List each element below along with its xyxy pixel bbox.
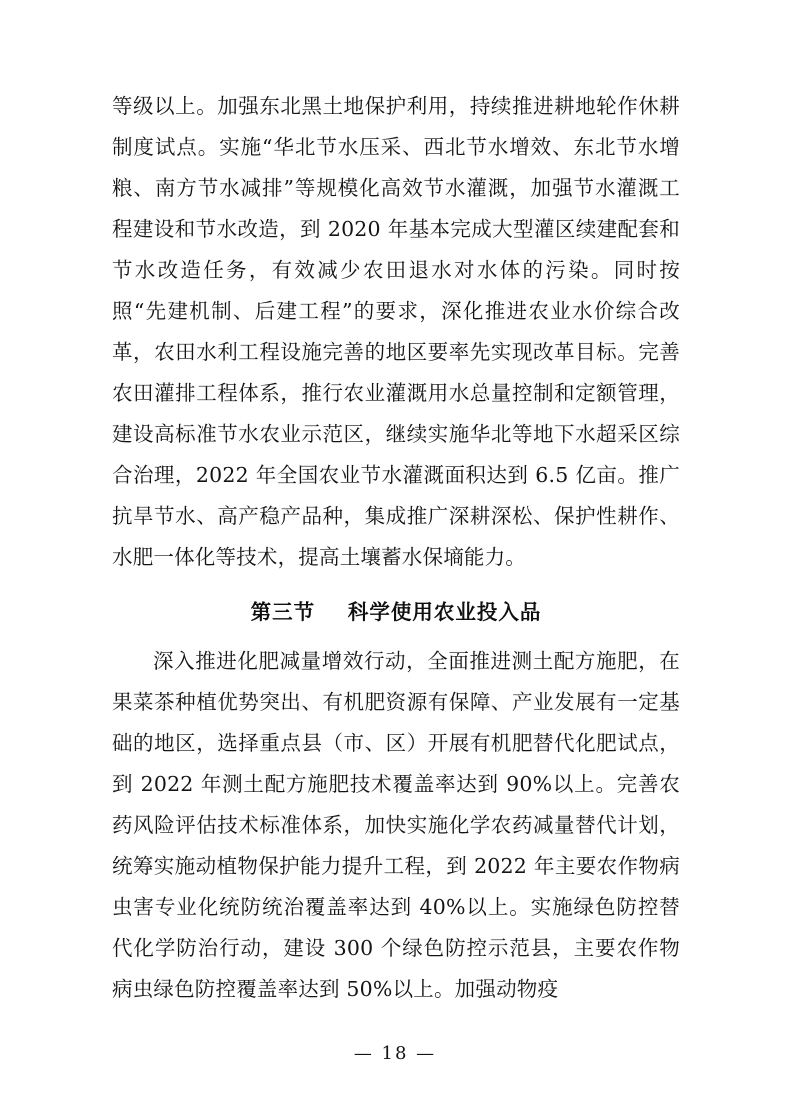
section-heading-number: 第三节 [250,600,316,624]
page-number-footer: — 18 — [353,1043,437,1064]
section-heading [112,592,680,633]
page-content [112,86,680,1010]
section-heading-title: 科学使用农业投入品 [347,600,542,624]
body-paragraph-2: 深入推进化肥减量增效行动，全面推进测土配方施肥，在果菜茶种植优势突出、有机肥资源有保障、产业发展有一定基础的地区，选择重点县（市、区）开展有机肥替代化肥试点，到 2022 年测土配方施肥技术覆盖率达到 90%以上。完善农药风险评估技术标准体系，加快实施化学农药减量替代计划，统筹实施动植物保护能力提升工程，到 2022 年主要农作物病虫害专业化统防统治覆盖率达到 40%以上。实施绿色防控替代化学防治行动，建设 300 个绿色防控示范县，主要农作物病虫绿色防控覆盖率达到 50%以上。加强动物疫 [112,649,680,1001]
body-paragraph-1: 等级以上。加强东北黑土地保护利用，持续推进耕地轮作休耕制度试点。实施“华北节水压采、西北节水增效、东北节水增粮、南方节水减排”等规模化高效节水灌溉，加强节水灌溉工程建设和节水改造，到 2020 年基本完成大型灌区续建配套和节水改造任务，有效减少农田退水对水体的污染。同时按照“先建机制、后建工程”的要求，深化推进农业水价综合改革，农田水利工程设施完善的地区要率先实现改革目标。完善农田灌排工程体系，推行农业灌溉用水总量控制和定额管理，建设高标准节水农业示范区，继续实施华北等地下水超采区综合治理，2022 年全国农业节水灌溉面积达到 6.5 亿亩。推广抗旱节水、高产稳产品种，集成推广深耕深松、保护性耕作、水肥一体化等技术，提高土壤蓄水保墒能力。 [112,94,680,569]
